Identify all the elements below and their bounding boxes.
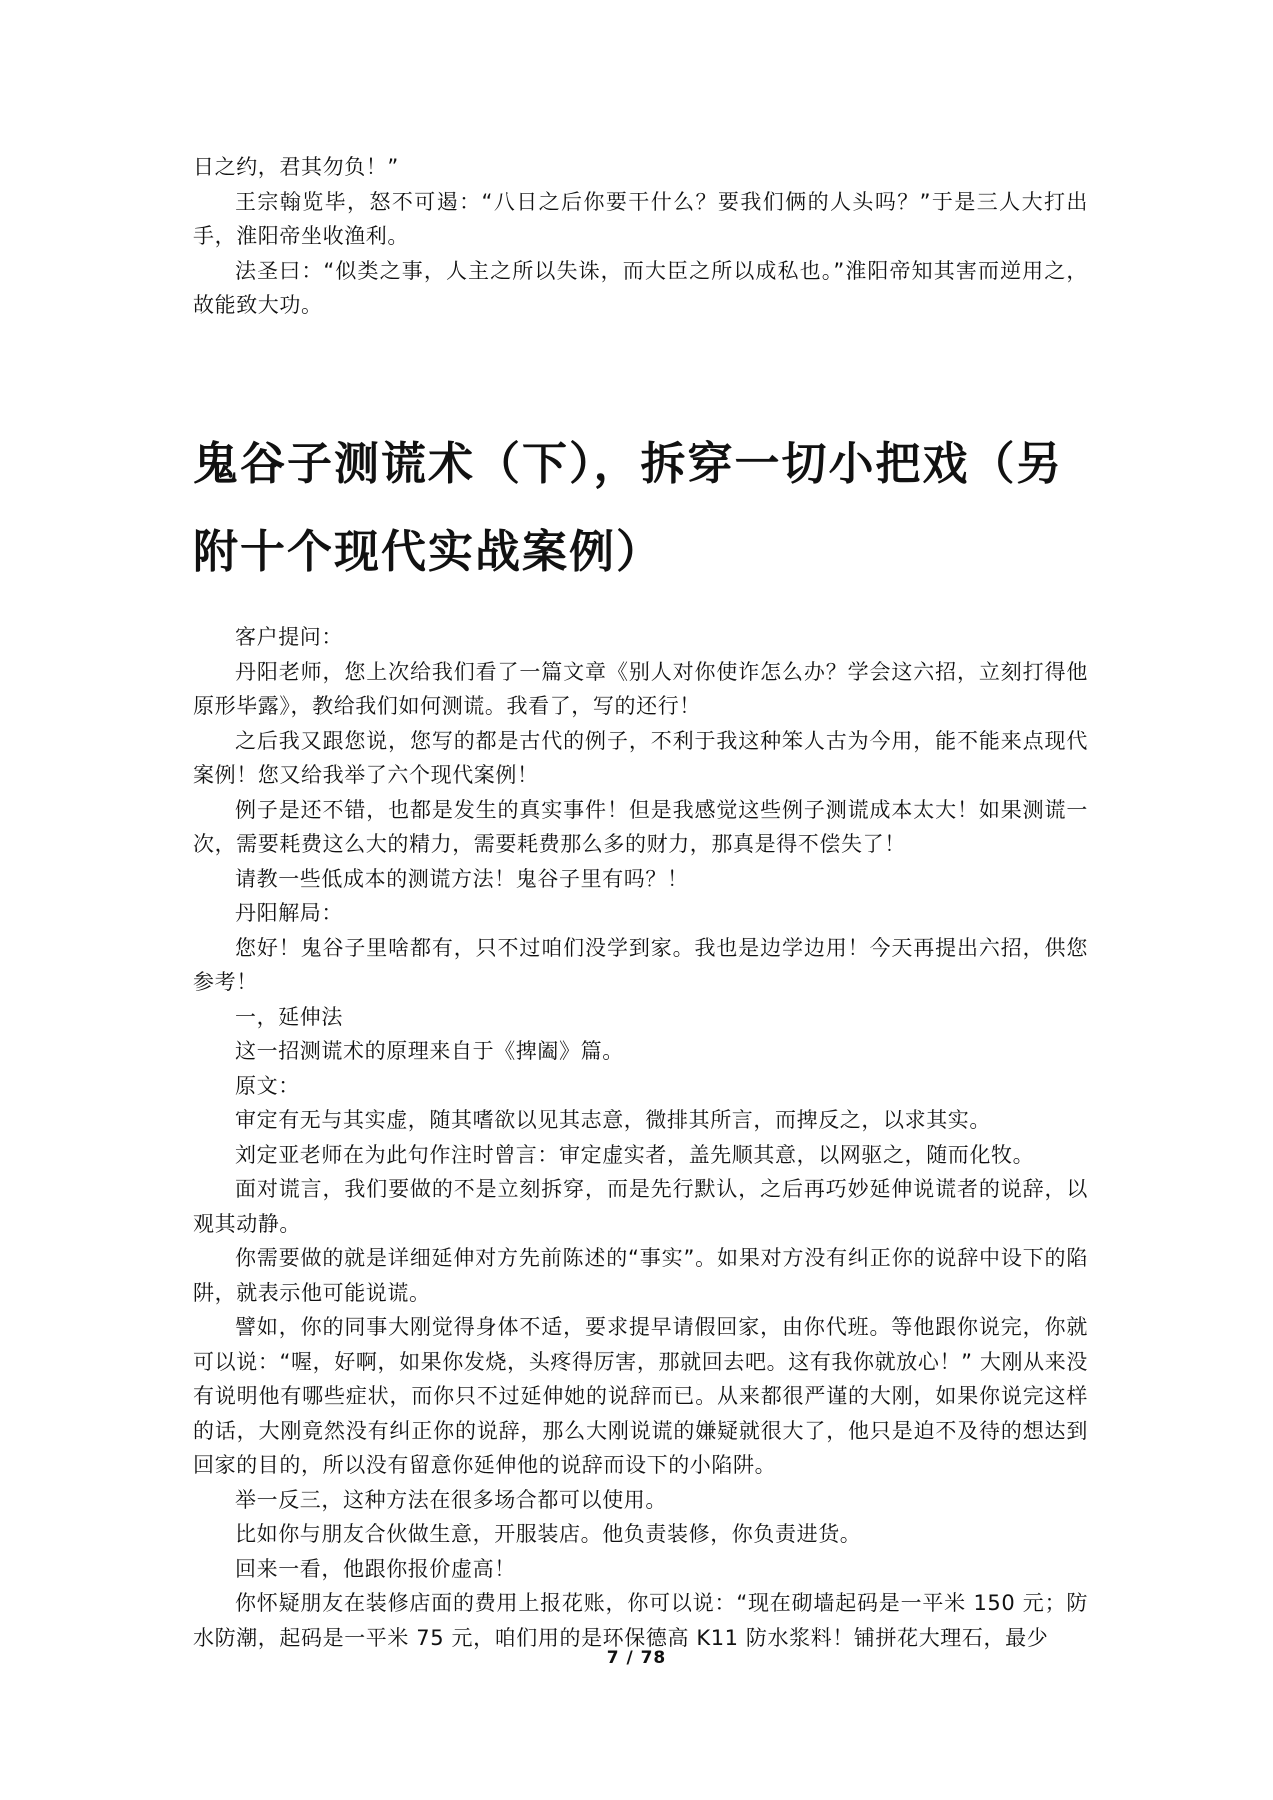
section-heading: 一，延伸法	[235, 1004, 343, 1029]
article-title: 鬼谷子测谎术（下），拆穿一切小把戏（另附十个现代实战案例）	[193, 437, 1064, 578]
document-page	[193, 150, 1088, 1650]
paragraph: 丹阳老师，您上次给我们看了一篇文章《别人对你使诈怎么办？学会这六招，立刻打得他原形毕露》，教给我们如何测谎。我看了，写的还行！	[193, 659, 1088, 718]
paragraph: 日之约，君其勿负！”	[193, 155, 399, 179]
paragraph: 你怀疑朋友在装修店面的费用上报花账，你可以说：“现在砌墙起码是一平米 150 元；防水防潮，起码是一平米 75 元，咱们用的是环保德高 K11 防水浆料！铺拼花大理石，最少	[193, 1591, 1088, 1650]
paragraph: 法圣曰：“似类之事，人主之所以失诛，而大臣之所以成私也。”淮阳帝知其害而逆用之，故能致大功。	[193, 258, 1088, 317]
paragraph: 您好！鬼谷子里啥都有，只不过咱们没学到家。我也是边学边用！今天再提出六招，供您参考！	[193, 935, 1088, 994]
paragraph: 例子是还不错，也都是发生的真实事件！但是我感觉这些例子测谎成本太大！如果测谎一次，需要耗费这么大的精力，需要耗费那么多的财力，那真是得不偿失了！	[193, 797, 1088, 856]
paragraph: 回来一看，他跟你报价虚高！	[235, 1556, 516, 1581]
paragraph: 举一反三，这种方法在很多场合都可以使用。	[235, 1487, 667, 1512]
paragraph: 之后我又跟您说，您写的都是古代的例子，不利于我这种笨人古为今用，能不能来点现代案例！您又给我举了六个现代案例！	[193, 728, 1088, 787]
previous-section-tail	[193, 150, 1088, 323]
page-number: 7 / 78	[606, 1648, 667, 1668]
paragraph: 原文：	[235, 1073, 300, 1098]
paragraph: 刘定亚老师在为此句作注时曾言：审定虚实者，盖先顺其意，以网驱之，随而化牧。	[235, 1142, 1035, 1167]
paragraph: 丹阳解局：	[235, 901, 343, 925]
paragraph: 面对谎言，我们要做的不是立刻拆穿，而是先行默认，之后再巧妙延伸说谎者的说辞，以观其动静。	[193, 1177, 1088, 1236]
paragraph: 你需要做的就是详细延伸对方先前陈述的“事实”。如果对方没有纠正你的说辞中设下的陷阱，就表示他可能说谎。	[193, 1246, 1088, 1305]
article-body	[193, 620, 1088, 1655]
paragraph: 这一招测谎术的原理来自于《捭阖》篇。	[235, 1039, 624, 1063]
paragraph: 请教一些低成本的测谎方法！鬼谷子里有吗？！	[235, 866, 689, 891]
paragraph: 比如你与朋友合伙做生意，开服装店。他负责装修，你负责进货。	[235, 1522, 862, 1546]
paragraph: 客户提问：	[235, 625, 343, 649]
paragraph: 王宗翰览毕，怒不可遏：“八日之后你要干什么？要我们俩的人头吗？”于是三人大打出手，淮阳帝坐收渔利。	[193, 189, 1088, 248]
quote-paragraph: 审定有无与其实虚，随其嗜欲以见其志意，微排其所言，而捭反之，以求其实。	[235, 1108, 991, 1132]
paragraph: 譬如，你的同事大刚觉得身体不适，要求提早请假回家，由你代班。等他跟你说完，你就可以说：“喔，好啊，如果你发烧，头疼得厉害，那就回去吧。这有我你就放心！” 大刚从来没有说明他有哪些症状，而你只不过延伸她的说辞而已。从来都很严谨的大刚，如果你说完这样的话，大刚竟然没有纠正你的说辞，那么大刚说谎的嫌疑就很大了，他只是迫不及待的想达到回家的目的，所以没有留意你延伸他的说辞而设下的小陷阱。	[193, 1315, 1088, 1477]
